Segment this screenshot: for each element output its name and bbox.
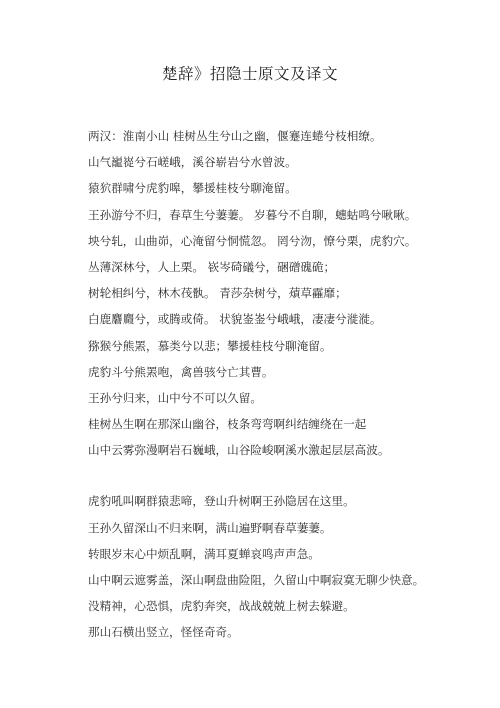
text-line: 没精神，心恐惧，虎豹奔突，战战兢兢上树去躲避。 bbox=[88, 599, 355, 614]
text-line: 丛薄深林兮，人上栗。 嵚岑碕礒兮，硱磳磈硊； bbox=[88, 259, 336, 274]
section-gap bbox=[88, 463, 468, 488]
article-body bbox=[88, 123, 468, 646]
text-line: 王孙久留深山不归来啊，满山遍野啊春草萋萋。 bbox=[88, 520, 332, 535]
text-line: 虎豹斗兮熊罴咆，禽兽骇兮亡其曹。 bbox=[88, 364, 274, 379]
text-line: 转眼岁末心中烦乱啊，满耳夏蝉哀鸣声声急。 bbox=[88, 546, 320, 561]
text-line: 那山石横出竖立，怪怪奇奇。 bbox=[88, 625, 239, 640]
text-line: 虎豹吼叫啊群猿悲啼，登山升树啊王孙隐居在这里。 bbox=[88, 494, 355, 509]
text-line: 猿狖群啸兮虎豹嗥，攀援桂枝兮聊淹留。 bbox=[88, 181, 297, 196]
text-line: 白鹿麏麚兮，或腾或倚。 状貌崟崟兮峨峨，凄凄兮漇漇。 bbox=[88, 312, 382, 327]
text-line: 猕猴兮熊罴，慕类兮以悲；攀援桂枝兮聊淹留。 bbox=[88, 338, 332, 353]
translation-section bbox=[88, 488, 468, 645]
text-line: 桂树丛生啊在那深山幽谷，枝条弯弯啊纠结缠绕在一起 bbox=[88, 417, 367, 432]
text-line: 树轮相纠兮，林木茷骫。 青莎杂树兮，薠草靃靡； bbox=[88, 286, 347, 301]
text-line: 王孙游兮不归，春草生兮萋萋。 岁暮兮不自聊，蟪蛄鸣兮啾啾。 bbox=[88, 207, 417, 222]
text-line: 坱兮轧，山曲峁，心淹留兮恫慌忽。 罔兮沕，憭兮栗，虎豹穴。 bbox=[88, 233, 417, 248]
text-line: 王孙兮归来，山中兮不可以久留。 bbox=[88, 390, 262, 405]
text-line: 山中云雾弥漫啊岩石巍峨，山谷险峻啊溪水激起层层高波。 bbox=[88, 443, 390, 458]
original-text-section bbox=[88, 123, 468, 463]
text-line: 两汉：淮南小山 桂树丛生兮山之幽，偃蹇连蜷兮枝相缭。 bbox=[88, 129, 382, 143]
text-line: 山气巃嵸兮石嵯峨，溪谷崭岩兮水曾波。 bbox=[88, 155, 297, 170]
text-line: 山中啊云遮雾盖，深山啊盘曲险阻，久留山中啊寂寞无聊少快意。 bbox=[88, 573, 425, 587]
page-title: 楚辞》招隐士原文及译文 bbox=[161, 65, 338, 83]
